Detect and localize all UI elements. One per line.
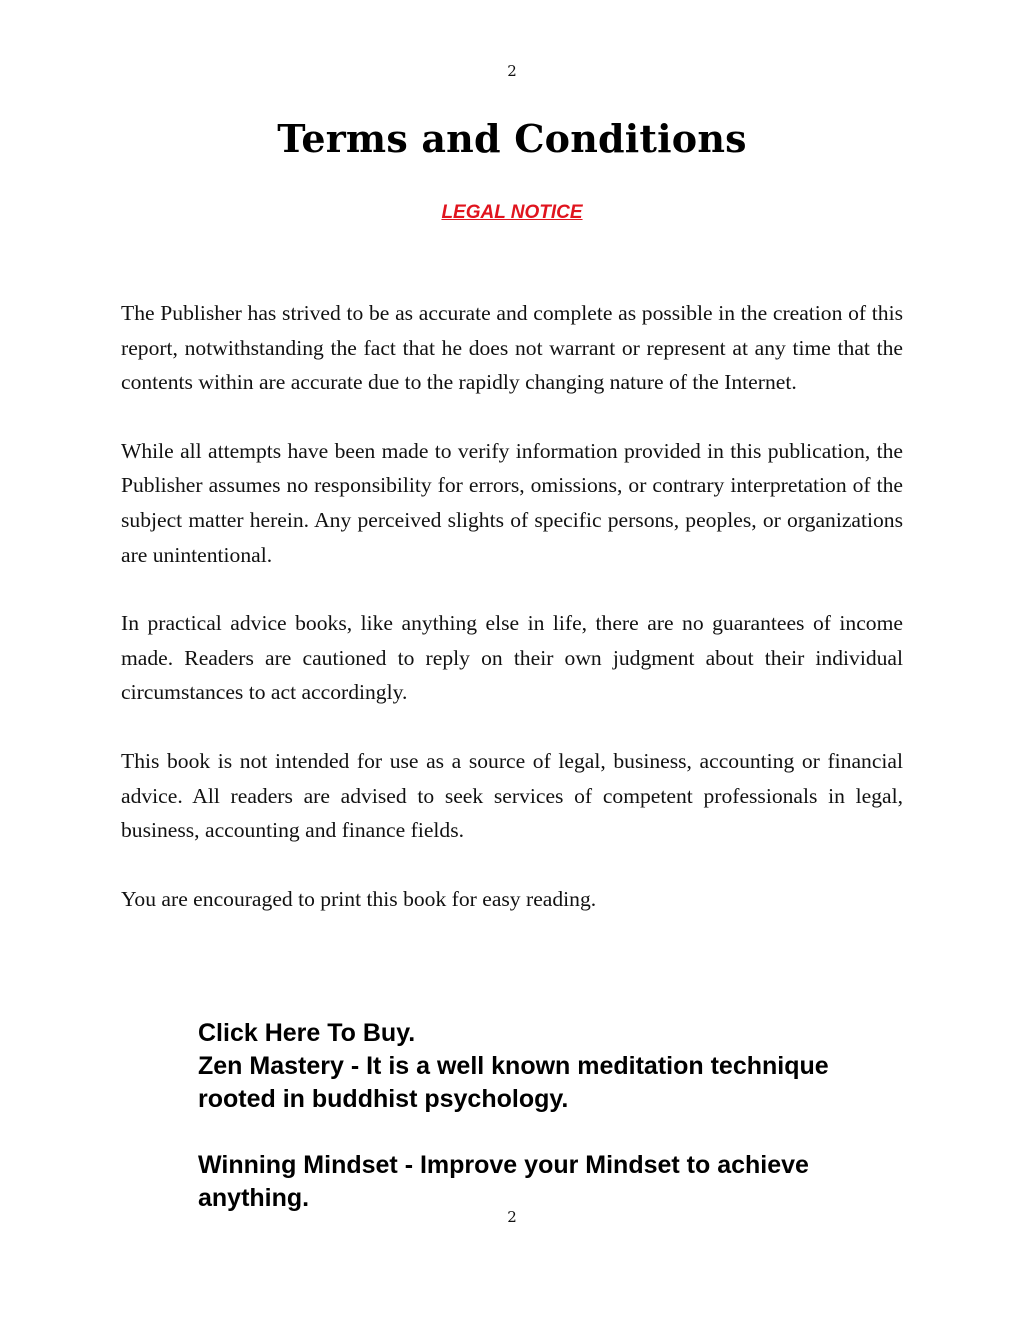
page-title: Terms and Conditions	[277, 116, 747, 161]
paragraph-advice: This book is not intended for use as a source of legal, business, accounting or financial advice. All readers are advised to seek services of competent professionals in legal, business, accounting and finance fields.	[121, 748, 903, 843]
buy-link[interactable]: Click Here To Buy.	[198, 1019, 416, 1047]
page-number-top: 2	[507, 62, 517, 80]
paragraph-print: You are encouraged to print this book for easy reading.	[121, 886, 597, 911]
paragraph-accuracy: The Publisher has strived to be as accurate and complete as possible in the creation of this report, notwithstanding the fact that he does not warrant or represent at any time that the contents within are accurate due to the rapidly changing nature of the Internet.	[121, 301, 903, 395]
terms-body	[121, 296, 903, 950]
zen-mastery-link[interactable]: Zen Mastery - It is a well known meditation technique rooted in buddhist psychology.	[198, 1052, 829, 1113]
promo-spacer	[198, 1116, 898, 1149]
winning-mindset-link[interactable]: Winning Mindset - Improve your Mindset to achieve anything.	[198, 1151, 809, 1212]
promo-block	[198, 1017, 898, 1215]
paragraph-responsibility: While all attempts have been made to verify information provided in this publication, the Publisher assumes no responsibility for errors, omissions, or contrary interpretation of the subject matter herein. Any perceived slights of specific persons, peoples, or organizations are unintentional.	[121, 438, 903, 567]
paragraph-guarantees: In practical advice books, like anything else in life, there are no guarantees of income made. Readers are cautioned to reply on their own judgment about their individual circumstances to act accordingly.	[121, 611, 903, 705]
legal-notice-heading: LEGAL NOTICE	[441, 202, 583, 223]
page-number-bottom: 2	[507, 1208, 517, 1226]
